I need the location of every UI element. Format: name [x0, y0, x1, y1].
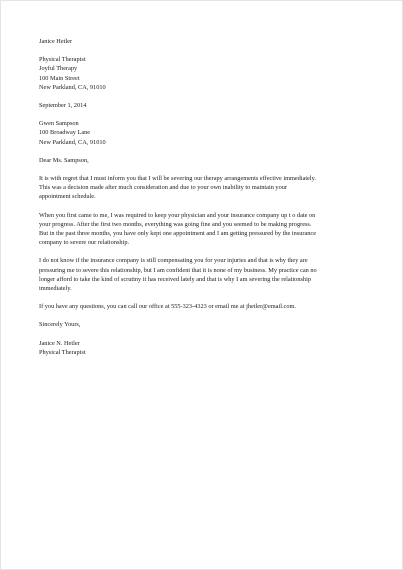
- paragraph-line: This was a decision made after much consideration and due to your own inability to maintain your: [39, 184, 287, 192]
- recipient-street: 100 Broadway Lane: [39, 129, 91, 137]
- paragraph-line: company to severe our relationship.: [39, 239, 130, 247]
- paragraph-line: pressuring me to severe this relationship, but I am confident that it is none of my business. My practice can no: [39, 266, 317, 274]
- signature-block: [39, 339, 374, 357]
- paragraph-3: [39, 256, 374, 293]
- paragraph-line: appointment schedule.: [39, 193, 96, 201]
- paragraph-1: [39, 174, 374, 202]
- paragraph-line: If you have any questions, you can call our office at 555-323-4323 or email me at jhetler@email.com.: [39, 303, 296, 311]
- sender-title: Physical Therapist: [39, 56, 86, 64]
- date-block: [39, 101, 374, 110]
- sender-city: New Parkland, CA, 91010: [39, 83, 106, 91]
- sender-address: [39, 55, 374, 92]
- closing-block: [39, 320, 374, 329]
- paragraph-line: When you first came to me, I was required to keep your physician and your insurance company up t o date on: [39, 211, 316, 219]
- salutation: Dear Ms. Sampson,: [39, 156, 89, 164]
- paragraph-line: I do not know if the insurance company is still compensating you for your injuries and that is why they are: [39, 257, 308, 265]
- sender-name: Janice Hetler: [39, 38, 73, 45]
- salutation-block: [39, 156, 374, 165]
- signature-name: Janice N. Hetler: [39, 339, 80, 347]
- paragraph-2: [39, 211, 374, 248]
- recipient-city: New Parkland, CA, 91010: [39, 138, 106, 146]
- recipient-name: Gwen Sampson: [39, 120, 79, 128]
- recipient-address: [39, 119, 374, 147]
- closing: Sincerely Yours,: [39, 321, 81, 329]
- paragraph-line: longer afford to take the kind of scrutiny it has received lately and that is why I am severing the relationship: [39, 275, 311, 283]
- sender-company: Joyful Therapy: [39, 65, 78, 73]
- sender-name-block: [39, 37, 374, 46]
- letter-date: September 1, 2014: [39, 102, 87, 110]
- letter-body: [39, 37, 374, 366]
- signature-title: Physical Therapist: [39, 348, 86, 356]
- paragraph-line: It is with regret that I must inform you that I will be severing our therapy arrangements effective immediately.: [39, 175, 316, 183]
- paragraph-line: immediately.: [39, 285, 72, 293]
- paragraph-line: But in the past three months, you have only kept one appointment and I am getting pressured by the insurance: [39, 230, 316, 238]
- paragraph-4: [39, 302, 374, 311]
- sender-street: 100 Main Street: [39, 74, 80, 82]
- paragraph-line: your progress. After the first two months, everything was going fine and you seemed to be making progress.: [39, 220, 312, 228]
